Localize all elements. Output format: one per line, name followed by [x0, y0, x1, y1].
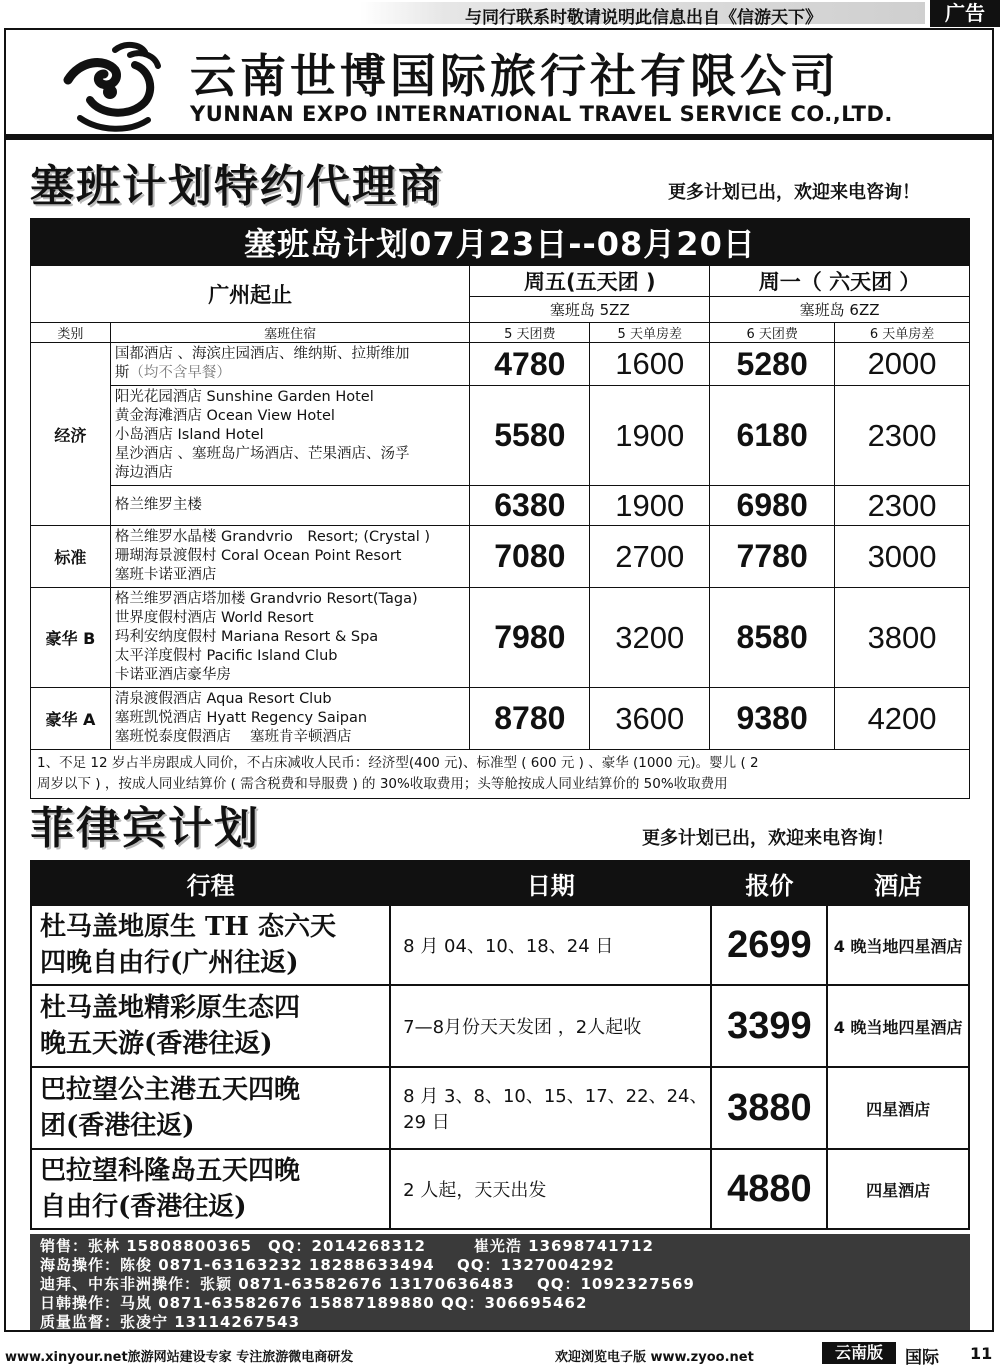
price-6day: 6980 — [710, 486, 835, 526]
price-5day: 6380 — [470, 486, 590, 526]
single-5day: 2700 — [590, 526, 710, 588]
note-line: 1、不足 12 岁占半房跟成人同价，不占床减收人民币：经济型(400 元)、标准型 ( 600 元 ) 、豪华 (1000 元)。婴儿 ( 2 — [37, 755, 759, 771]
price-cell: 3880 — [711, 1067, 827, 1149]
hotel-line: 阳光花园酒店 Sunshine Garden Hotel — [114, 389, 374, 405]
hotel-line: 国都酒店 、海滨庄园酒店、维纳斯、拉斯维加 — [114, 346, 410, 362]
table-row — [31, 985, 969, 1067]
hotel-cell: 四星酒店 — [827, 1067, 969, 1149]
hotel-line: 卡诺亚酒店豪华房 — [114, 667, 231, 683]
route-line: 巴拉望科隆岛五天四晚 — [40, 1156, 301, 1186]
saipan-price-table — [30, 218, 970, 799]
contact-line: 海岛操作：陈俊 0871-63163232 18288633494 QQ：1327004292 — [40, 1256, 615, 1274]
table-row — [31, 526, 970, 588]
footer-website-left: www.xinyour.net旅游网站建设专家 专注旅游微电商研发 — [5, 1350, 354, 1365]
breakfast-note: （均不含早餐） — [129, 365, 231, 381]
price-5day: 7080 — [470, 526, 590, 588]
single-6day: 2300 — [835, 386, 970, 486]
price-cell: 4880 — [711, 1149, 827, 1229]
ad-label: 广告 — [930, 0, 1000, 27]
single-5day: 1900 — [590, 386, 710, 486]
philippines-section-title: 菲律宾计划 — [30, 803, 260, 854]
saipan-plan-title: 塞班岛计划07月23日--08月20日 — [31, 219, 970, 266]
route-line: 晚五天游(香港往返) — [40, 1029, 273, 1059]
section-label: 国际 — [905, 1348, 939, 1368]
date-cell: 8 月 3、8、10、15、17、22、24、29 日 — [390, 1067, 711, 1149]
hotel-line: 清泉渡假酒店 Aqua Resort Club — [114, 691, 332, 707]
single-5day: 3200 — [590, 588, 710, 688]
hotel-list — [110, 688, 470, 750]
table-row — [31, 486, 970, 526]
edition-badge: 云南版 — [822, 1342, 896, 1364]
price-6day: 9380 — [710, 688, 835, 750]
date-cell: 7—8月份天天发团 ，2人起收 — [390, 985, 711, 1067]
price-5day: 8780 — [470, 688, 590, 750]
hotel-line: 格兰维罗水晶楼 Grandvrio Resort; (Crystal ) — [114, 529, 431, 545]
price-6day: 8580 — [710, 588, 835, 688]
price-6day: 7780 — [710, 526, 835, 588]
origin-label: 广州起止 — [31, 266, 470, 323]
category-standard: 标准 — [31, 526, 111, 588]
single-5day: 3600 — [590, 688, 710, 750]
col-5day-single: 5 天单房差 — [590, 323, 710, 343]
col-6day-single: 6 天单房差 — [835, 323, 970, 343]
source-notice: 与同行联系时敬请说明此信息出自《信游天下》 — [465, 8, 822, 28]
hotel-list — [110, 343, 470, 386]
top-notice-bar — [0, 0, 1000, 27]
hotel-cell: 四星酒店 — [827, 1149, 969, 1229]
page-number: 11 — [970, 1344, 993, 1363]
price-5day: 4780 — [470, 343, 590, 386]
saipan-section-title: 塞班计划特约代理商 — [30, 161, 444, 212]
monday-code: 塞班岛 6ZZ — [710, 297, 970, 323]
single-5day: 1900 — [590, 486, 710, 526]
philippines-price-table — [30, 860, 970, 1230]
hotel-cell: 4 晚当地四星酒店 — [827, 905, 969, 985]
single-6day: 3800 — [835, 588, 970, 688]
hotel-line: 黄金海滩酒店 Ocean View Hotel — [114, 408, 335, 424]
contact-line: 质量监督：张凌宁 13114267543 — [40, 1313, 301, 1331]
note-line: 周岁以下 ) ，按成人同业结算价 ( 需含税费和导服费 ) 的 30%收取费用；头等舱按成人同业结算价的 50%收取费用 — [37, 776, 728, 792]
col-hotel: 酒店 — [827, 861, 969, 905]
hotel-line: 海边酒店 — [114, 465, 173, 481]
single-6day: 3000 — [835, 526, 970, 588]
table-row — [31, 343, 970, 386]
hotel-list — [110, 588, 470, 688]
price-cell: 3399 — [711, 985, 827, 1067]
route-line: 杜马盖地原生 TH 态六天 — [40, 912, 337, 942]
hotel-cell: 4 晚当地四星酒店 — [827, 985, 969, 1067]
saipan-more-plans: 更多计划已出，欢迎来电咨询！ — [668, 182, 920, 203]
hotel-list — [110, 526, 470, 588]
single-6day: 2000 — [835, 343, 970, 386]
table-row — [31, 1067, 969, 1149]
col-6day-fee: 6 天团费 — [710, 323, 835, 343]
single-6day: 4200 — [835, 688, 970, 750]
hotel-list — [110, 486, 470, 526]
hotel-line: 太平洋度假村 Pacific Island Club — [114, 648, 338, 664]
table-row — [31, 588, 970, 688]
category-luxury-b: 豪华 B — [31, 588, 111, 688]
hotel-line: 星沙酒店 、塞班岛广场酒店、芒果酒店、汤孚 — [114, 446, 410, 462]
category-luxury-a: 豪华 A — [31, 688, 111, 750]
price-cell: 2699 — [711, 905, 827, 985]
route-cell — [31, 905, 390, 985]
friday-group-header: 周五(五天团 ) — [470, 266, 710, 297]
contact-panel — [30, 1234, 970, 1330]
header-rule — [4, 134, 994, 140]
route-line: 巴拉望公主港五天四晚 — [40, 1075, 301, 1105]
philippines-more-plans: 更多计划已出，欢迎来电咨询！ — [642, 828, 894, 849]
hotel-line: 塞班卡诺亚酒店 — [114, 567, 217, 583]
hotel-line: 塞班凯悦酒店 Hyatt Regency Saipan — [114, 710, 368, 726]
col-date: 日期 — [390, 861, 711, 905]
category-economy: 经济 — [31, 343, 111, 526]
monday-group-header: 周一（ 六天团 ） — [710, 266, 970, 297]
route-line: 杜马盖地精彩原生态四 — [40, 993, 301, 1023]
single-5day: 1600 — [590, 343, 710, 386]
hotel-line: 格兰维罗主楼 — [114, 497, 202, 513]
footer-website-right: 欢迎浏览电子版 www.zyoo.net — [555, 1350, 754, 1365]
company-name-en: YUNNAN EXPO INTERNATIONAL TRAVEL SERVICE CO.,LTD. — [190, 102, 893, 126]
page-footer — [0, 1340, 1000, 1366]
hotel-line: 世界度假村酒店 World Resort — [114, 610, 314, 626]
hotel-line: 塞班悦泰度假酒店 塞班肯辛顿酒店 — [114, 729, 352, 745]
company-name-cn: 云南世博国际旅行社有限公司 — [190, 49, 840, 103]
route-line: 自由行(香港往返) — [40, 1192, 247, 1222]
table-row — [31, 905, 969, 985]
col-type: 类别 — [31, 323, 111, 343]
hotel-list — [110, 386, 470, 486]
hotel-line: 玛利安纳度假村 Mariana Resort & Spa — [114, 629, 379, 645]
date-cell: 8 月 04、10、18、24 日 — [390, 905, 711, 985]
contact-line: 日韩操作：马岚 0871-63582676 15887189880 QQ：306695462 — [40, 1294, 588, 1312]
company-logo — [60, 40, 170, 135]
contact-line: 迪拜、中东非洲操作：张颖 0871-63582676 13170636483 QQ：1092327569 — [40, 1275, 695, 1293]
hotel-line: 珊瑚海景渡假村 Coral Ocean Point Resort — [114, 548, 402, 564]
col-price: 报价 — [711, 861, 827, 905]
contact-line: 销售：张林 15808800365 QQ：2014268312 崔光浩 13698741712 — [40, 1237, 654, 1255]
price-5day: 7980 — [470, 588, 590, 688]
price-6day: 6180 — [710, 386, 835, 486]
price-6day: 5280 — [710, 343, 835, 386]
table-row — [31, 1149, 969, 1229]
price-5day: 5580 — [470, 386, 590, 486]
table-row — [31, 688, 970, 750]
route-line: 四晚自由行(广州往返) — [40, 948, 299, 978]
col-hotel: 塞班住宿 — [110, 323, 470, 343]
hotel-line: 斯 — [114, 365, 130, 381]
col-5day-fee: 5 天团费 — [470, 323, 590, 343]
hotel-line: 格兰维罗酒店塔加楼 Grandvrio Resort(Taga) — [114, 591, 418, 607]
col-route: 行程 — [31, 861, 390, 905]
route-cell — [31, 985, 390, 1067]
table-row — [31, 386, 970, 486]
route-cell — [31, 1149, 390, 1229]
single-6day: 2300 — [835, 486, 970, 526]
hotel-line: 小岛酒店 Island Hotel — [114, 427, 264, 443]
route-cell — [31, 1067, 390, 1149]
route-line: 团(香港往返) — [40, 1111, 195, 1141]
date-cell: 2 人起，天天出发 — [390, 1149, 711, 1229]
friday-code: 塞班岛 5ZZ — [470, 297, 710, 323]
